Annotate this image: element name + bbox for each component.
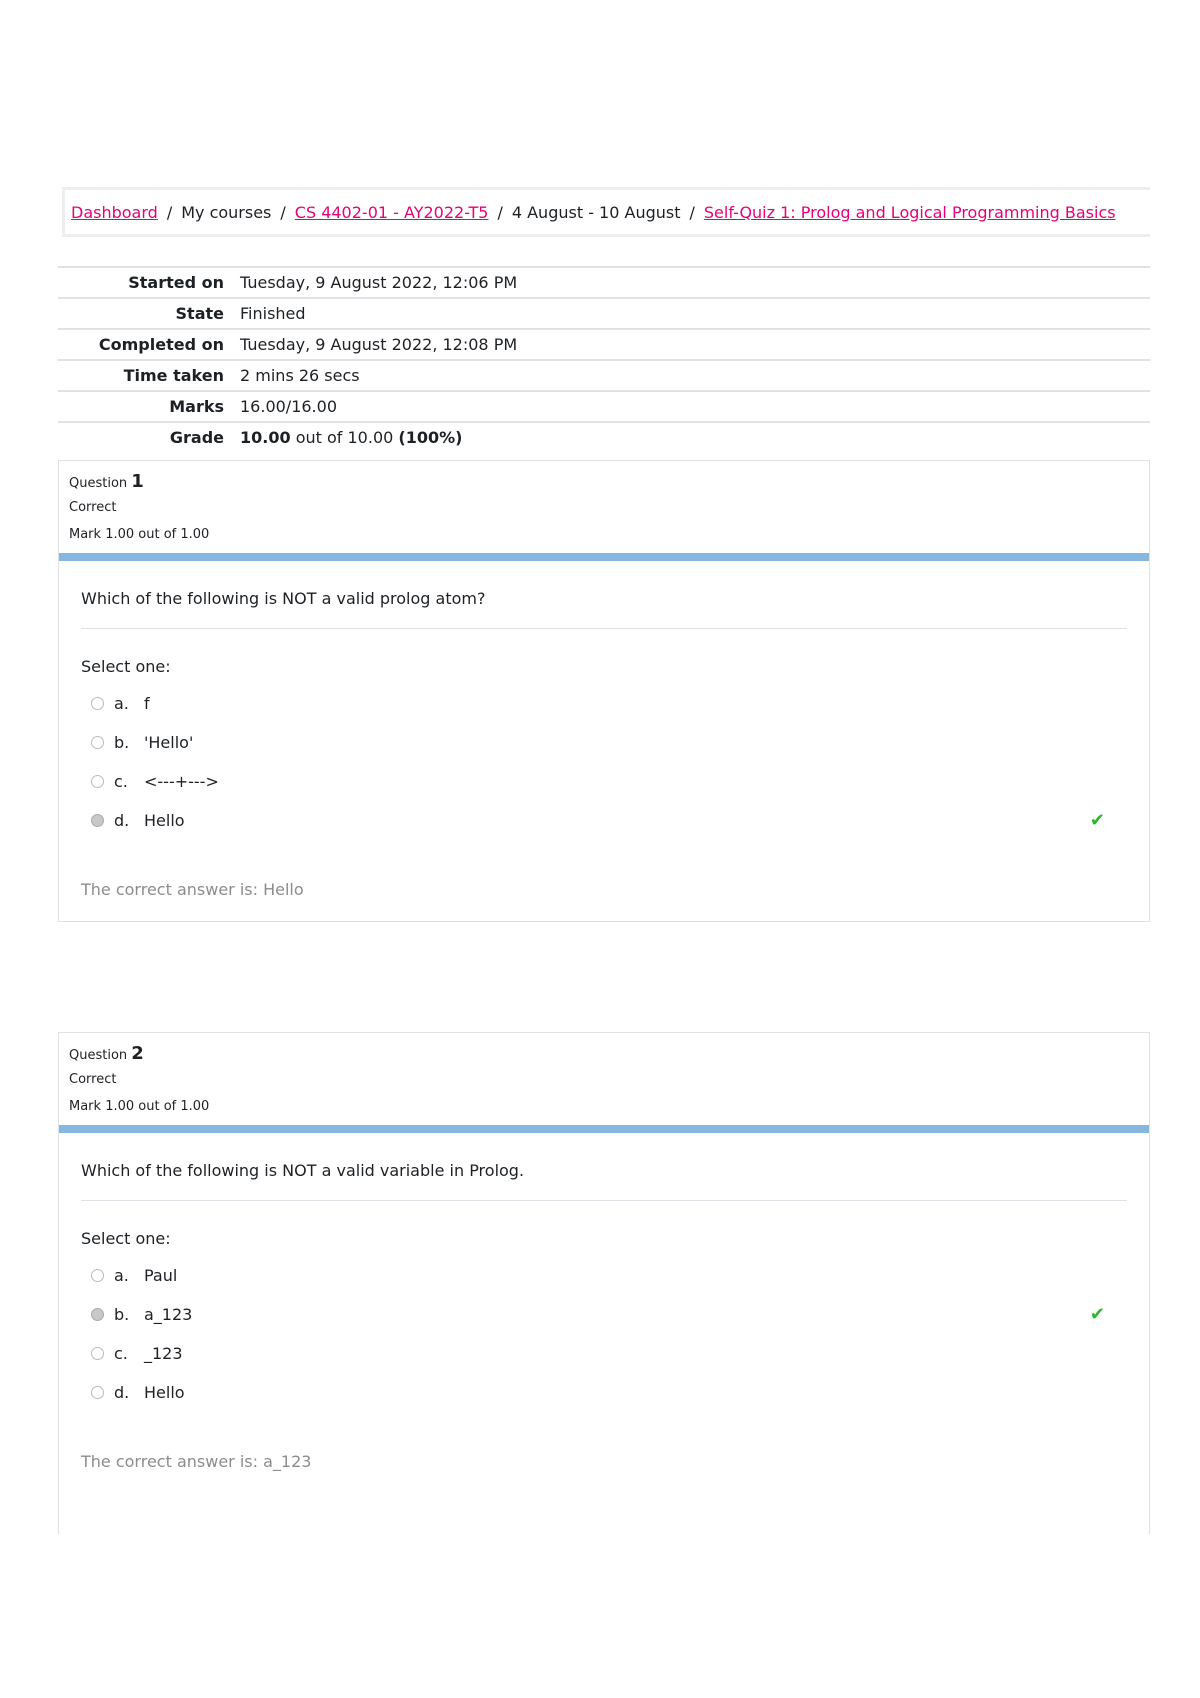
- grade-percent: (100%): [398, 428, 463, 447]
- question-number: 2: [131, 1043, 144, 1064]
- completed-on-label: Completed on: [98, 335, 224, 354]
- question-1: [58, 460, 1150, 922]
- summary-row-grade: [58, 422, 1150, 452]
- option-text: _123: [144, 1344, 183, 1363]
- radio-button[interactable]: [91, 775, 104, 788]
- option-text: Paul: [144, 1266, 178, 1285]
- question-state: Correct: [69, 500, 117, 515]
- breadcrumb-separator: /: [497, 202, 503, 222]
- radio-button-selected[interactable]: [91, 1308, 104, 1321]
- correct-answer-feedback: The correct answer is: Hello: [81, 880, 304, 899]
- radio-button[interactable]: [91, 736, 104, 749]
- option-letter: a.: [114, 1266, 129, 1285]
- option-letter: b.: [114, 1305, 130, 1324]
- option-letter: b.: [114, 733, 130, 752]
- breadcrumb-quiz-link[interactable]: Self-Quiz 1: Prolog and Logical Programming Basics: [703, 202, 1116, 222]
- question-text: Which of the following is NOT a valid prolog atom?: [81, 589, 1127, 629]
- option-text: a_123: [144, 1305, 193, 1324]
- summary-row-completed: [58, 329, 1150, 360]
- breadcrumb-separator: /: [166, 202, 173, 222]
- completed-on-value: Tuesday, 9 August 2022, 12:08 PM: [240, 335, 518, 354]
- question-text: Which of the following is NOT a valid variable in Prolog.: [81, 1161, 1127, 1201]
- summary-row-time: [58, 360, 1150, 391]
- radio-button[interactable]: [91, 1269, 104, 1282]
- option-b[interactable]: [81, 1295, 1127, 1334]
- option-text: 'Hello': [144, 733, 194, 752]
- option-text: f: [144, 694, 150, 713]
- option-d[interactable]: [81, 801, 1127, 840]
- option-letter: d.: [114, 1383, 130, 1402]
- question-state: Correct: [69, 1072, 117, 1087]
- option-b[interactable]: [81, 723, 1127, 762]
- option-text: <---+--->: [144, 772, 219, 791]
- marks-label: Marks: [169, 397, 224, 416]
- grade-value: 10.00: [240, 428, 291, 447]
- breadcrumb-my-courses: My courses: [181, 202, 272, 222]
- option-c[interactable]: [81, 1334, 1127, 1373]
- marks-value: 16.00/16.00: [240, 397, 337, 416]
- question-label: Question: [69, 476, 128, 491]
- time-taken-label: Time taken: [123, 366, 224, 385]
- option-c[interactable]: [81, 762, 1127, 801]
- option-letter: c.: [114, 772, 128, 791]
- radio-button[interactable]: [91, 1347, 104, 1360]
- option-a[interactable]: [81, 1256, 1127, 1295]
- option-text: Hello: [144, 811, 185, 830]
- question-content: [59, 553, 1149, 860]
- option-d[interactable]: [81, 1373, 1127, 1412]
- option-letter: d.: [114, 811, 130, 830]
- option-text: Hello: [144, 1383, 185, 1402]
- grade-value-cell: [234, 422, 1150, 452]
- breadcrumb-week: 4 August - 10 August: [511, 202, 681, 222]
- breadcrumb-separator: /: [689, 202, 695, 222]
- option-letter: c.: [114, 1344, 128, 1363]
- summary-row-state: [58, 298, 1150, 329]
- started-on-label: Started on: [128, 273, 224, 292]
- grade-label: Grade: [169, 428, 224, 447]
- question-label: Question: [69, 1048, 128, 1063]
- state-label: State: [175, 304, 224, 323]
- radio-button[interactable]: [91, 1386, 104, 1399]
- question-mark: Mark 1.00 out of 1.00: [69, 1099, 210, 1114]
- correct-check-icon: ✔: [1089, 810, 1105, 831]
- started-on-value: Tuesday, 9 August 2022, 12:06 PM: [240, 273, 518, 292]
- question-number: 1: [131, 471, 144, 492]
- question-info: [59, 461, 1149, 553]
- attempt-summary-table: [58, 266, 1150, 452]
- question-mark: Mark 1.00 out of 1.00: [69, 527, 210, 542]
- radio-button[interactable]: [91, 697, 104, 710]
- question-content: [59, 1125, 1149, 1432]
- summary-row-started: [58, 267, 1150, 298]
- state-value: Finished: [240, 304, 306, 323]
- breadcrumb-course-link[interactable]: CS 4402-01 - AY2022-T5: [294, 202, 489, 222]
- option-a[interactable]: [81, 684, 1127, 723]
- breadcrumb: [62, 187, 1150, 237]
- correct-check-icon: ✔: [1089, 1304, 1105, 1325]
- select-one-prompt: Select one:: [81, 1229, 171, 1248]
- summary-row-marks: [58, 391, 1150, 422]
- radio-button-selected[interactable]: [91, 814, 104, 827]
- correct-answer-feedback: The correct answer is: a_123: [81, 1452, 312, 1471]
- breadcrumb-separator: /: [280, 202, 286, 222]
- option-letter: a.: [114, 694, 129, 713]
- select-one-prompt: Select one:: [81, 657, 171, 676]
- time-taken-value: 2 mins 26 secs: [240, 366, 360, 385]
- grade-out-of: out of 10.00: [295, 428, 394, 447]
- question-2: [58, 1032, 1150, 1534]
- breadcrumb-dashboard-link[interactable]: Dashboard: [71, 202, 158, 222]
- question-info: [59, 1033, 1149, 1125]
